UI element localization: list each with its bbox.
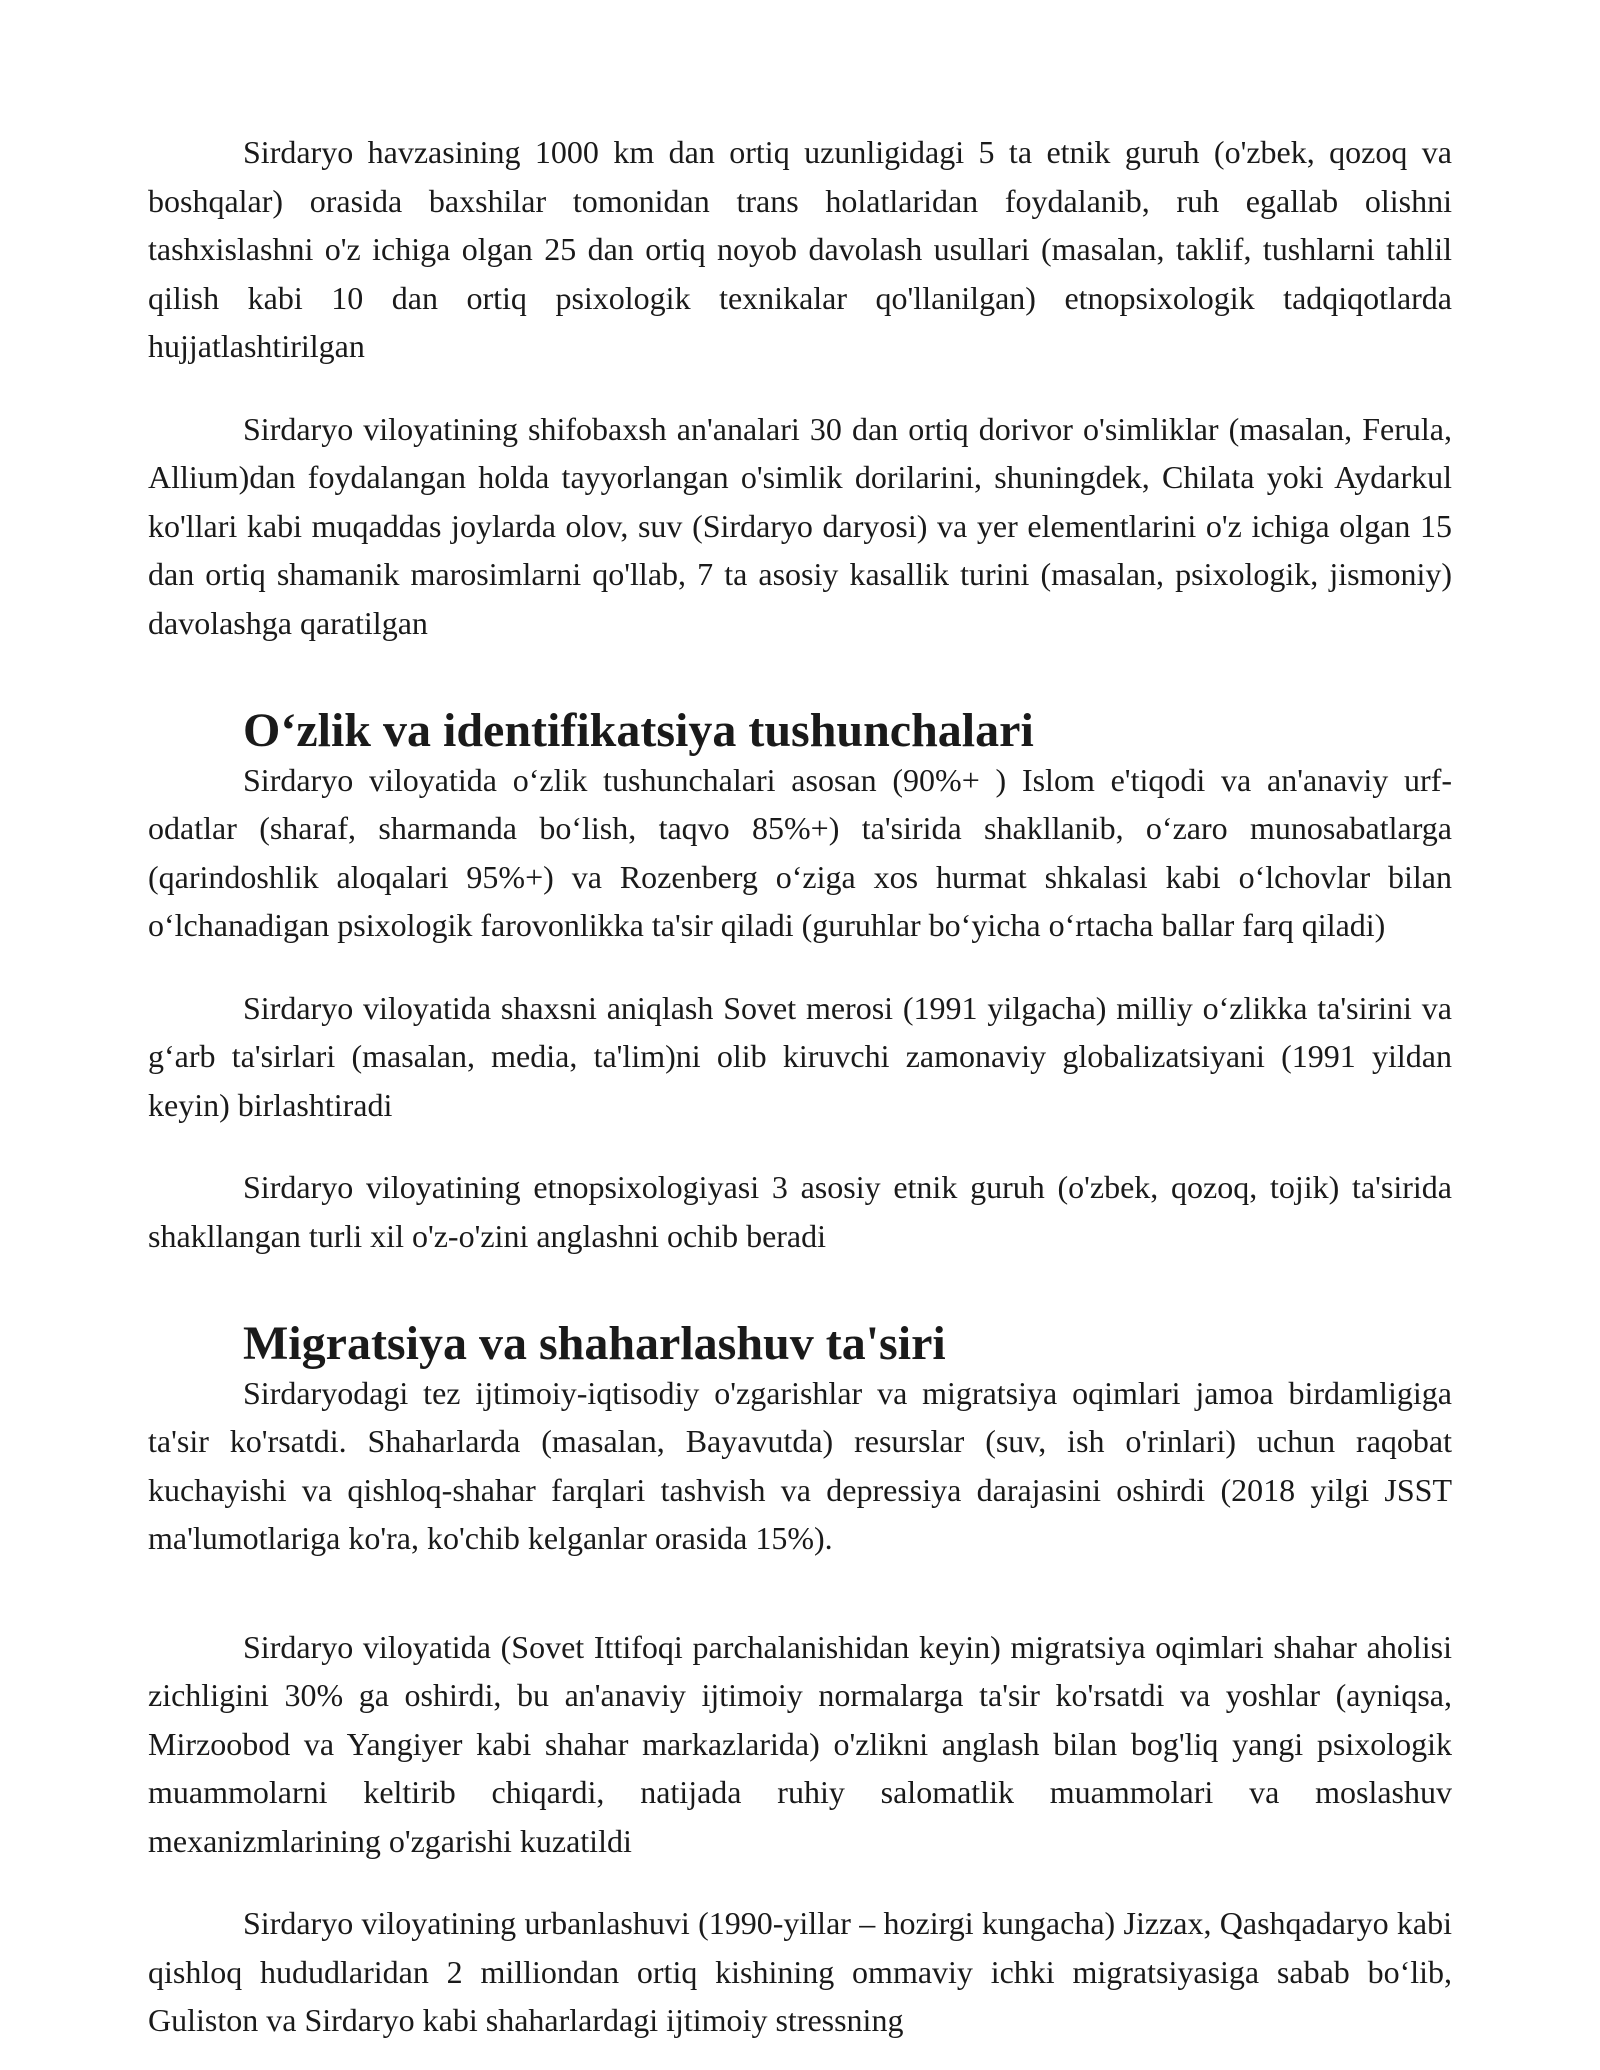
paragraph-spacer bbox=[148, 1563, 1452, 1623]
document-page bbox=[148, 128, 1452, 2045]
paragraph-spacer bbox=[148, 1865, 1452, 1899]
paragraph-identity-soviet-legacy: Sirdaryo viloyatida shaxsni aniqlash Sovet merosi (1991 yilgacha) milliy o‘zlikka ta'sirini va g‘arb ta'sirlari (masalan, media, ta'lim)ni olib kiruvchi zamonaviy globalizatsiyani (1991 yildan keyin) birlashtiradi bbox=[148, 989, 1452, 1123]
paragraph-urbanization: Sirdaryo viloyatining urbanlashuvi (1990-yillar – hozirgi kungacha) Jizzax, Qashqadaryo kabi qishloq hududlaridan 2 milliondan ortiq kishining ommaviy ichki migratsiyasiga sabab bo‘lib, Guliston va Sirdaryo kabi shaharlardagi ijtimoiy stressning bbox=[148, 1905, 1452, 2038]
paragraph-migration-density: Sirdaryo viloyatida (Sovet Ittifoqi parchalanishidan keyin) migratsiya oqimlari shahar aholisi zichligini 30% ga oshirdi, bu an'anaviy ijtimoiy normalarga ta'sir ko'rsatdi va yoshlar (ayniqsa, Mirzoobod va Yangiyer kabi shahar markazlarida) o'zlikni anglash bilan bog'liq yangi psixologik muammolarni keltirib chiqardi, natijada ruhiy salomatlik muammolari va moslashuv mexanizmlarining o'zgarishi kuzatildi bbox=[148, 1628, 1452, 1859]
section-heading-identity: O‘zlik va identifikatsiya tushunchalari bbox=[243, 704, 1034, 757]
paragraph-migration-effects: Sirdaryodagi tez ijtimoiy-iqtisodiy o'zgarishlar va migratsiya oqimlari jamoa birdamligiga ta'sir ko'rsatdi. Shaharlarda (masalan, Bayavutda) resurslar (suv, ish o'rinlari) uchun raqobat kuchayishi va qishloq-shahar farqlari tashvish va depressiya darajasini oshirdi (2018 yilgi JSST ma'lumotlariga ko'ra, ko'chib kelganlar orasida 15%). bbox=[148, 1374, 1452, 1556]
paragraph-healing-methods: Sirdaryo havzasining 1000 km dan ortiq uzunligidagi 5 ta etnik guruh (o'zbek, qozoq va boshqalar) orasida baxshilar tomonidan trans holatlaridan foydalanib, ruh egallab olishni tashxislashni o'z ichiga olgan 25 dan ortiq noyob davolash usullari (masalan, taklif, tushlarni tahlil qilish kabi 10 dan ortiq psixologik texnikalar qo'llanilgan) etnopsixologik tadqiqotlarda hujjatlashtirilgan bbox=[148, 134, 1452, 364]
paragraph-spacer bbox=[148, 950, 1452, 984]
paragraph-healing-traditions: Sirdaryo viloyatining shifobaxsh an'analari 30 dan ortiq dorivor o'simliklar (masalan, Ferula, Allium)dan foydalangan holda tayyorlangan o'simlik dorilarini, shuningdek, Chilata yoki Aydarkul ko'llari kabi muqaddas joylarda olov, suv (Sirdaryo daryosi) va yer elementlarini o'z ichiga olgan 15 dan ortiq shamanik marosimlarni qo'llab, 7 ta asosiy kasallik turini (masalan, psixologik, jismoniy) davolashga qaratilgan bbox=[148, 410, 1452, 641]
section-spacer bbox=[148, 1260, 1452, 1320]
paragraph-ethnopsychology: Sirdaryo viloyatining etnopsixologiyasi 3 asosiy etnik guruh (o'zbek, qozoq, tojik) ta'sirida shakllangan turli xil o'z-o'zini anglashni ochib beradi bbox=[148, 1169, 1452, 1254]
paragraph-identity-concepts: Sirdaryo viloyatida o‘zlik tushunchalari asosan (90%+ ) Islom e'tiqodi va an'anaviy urf-odatlar (sharaf, sharmanda bo‘lish, taqvo 85%+) ta'sirida shakllanib, o‘zaro munosabatlarga (qarindoshlik aloqalari 95%+) va Rozenberg o‘ziga xos hurmat shkalasi kabi o‘lchovlar bilan o‘lchanadigan psixologik farovonlikka ta'sir qiladi (guruhlar bo‘yicha o‘rtacha ballar farq qiladi) bbox=[148, 761, 1452, 943]
paragraph-spacer bbox=[148, 1129, 1452, 1163]
section-spacer bbox=[148, 647, 1452, 707]
section-heading-migration: Migratsiya va shaharlashuv ta'siri bbox=[243, 1317, 946, 1370]
paragraph-spacer bbox=[148, 371, 1452, 405]
